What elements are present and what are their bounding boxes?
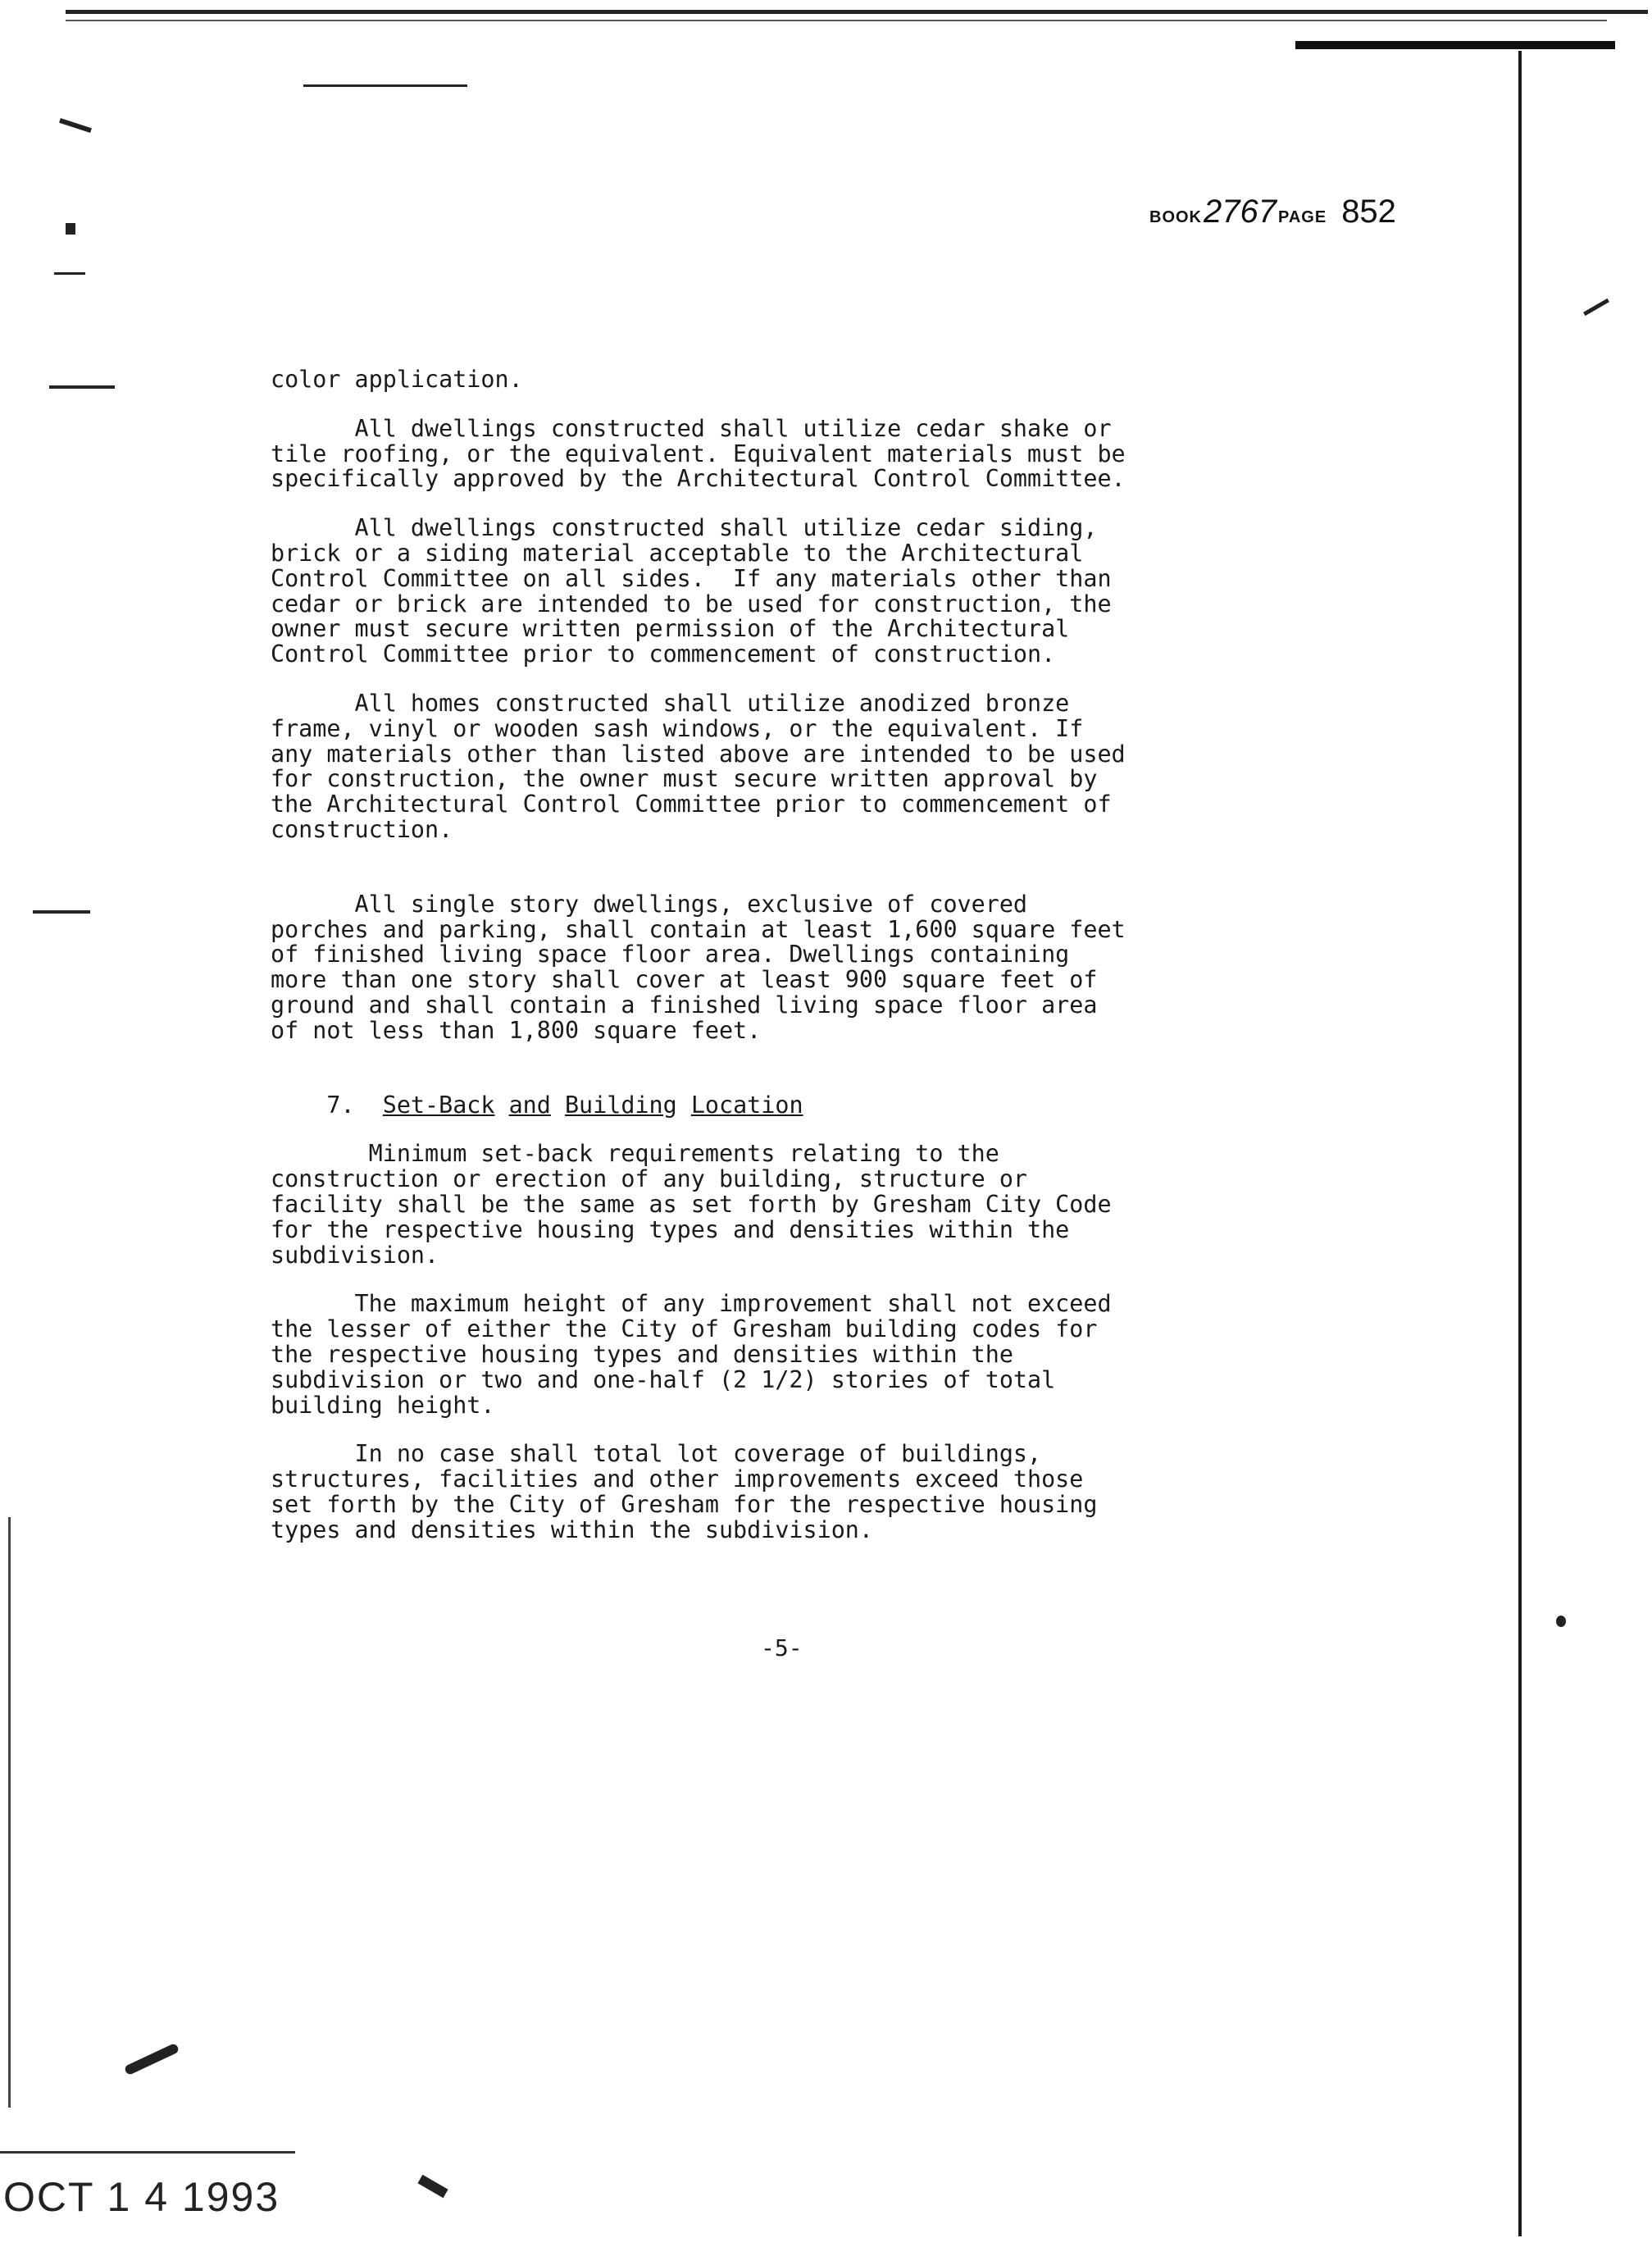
text-line: All dwellings constructed shall utilize cedar shake or <box>271 414 1112 442</box>
text-line: subdivision. <box>271 1241 439 1269</box>
section-title-location: Location <box>690 1091 803 1119</box>
page-number-ref: 852 <box>1341 194 1396 230</box>
text-line: cedar or brick are intended to be used for construction, the <box>271 590 1112 618</box>
date-stamp: OCT 1 4 1993 <box>3 2174 280 2220</box>
scan-border-right <box>1518 51 1522 2236</box>
text-line: frame, vinyl or wooden sash windows, or the equivalent. If <box>271 714 1084 742</box>
text-line: specifically approved by the Architectural Control Committee. <box>271 465 1126 493</box>
scan-mark <box>417 2175 448 2198</box>
text-line: In no case shall total lot coverage of buildings, <box>271 1440 1042 1468</box>
text-line: construction. <box>271 815 453 843</box>
text-line: subdivision or two and one-half (2 1/2) stories of total <box>271 1365 1056 1393</box>
text-line: porches and parking, shall contain at least 1,600 square feet <box>271 915 1126 943</box>
scan-mark <box>49 385 115 389</box>
paragraph-height <box>271 1292 1328 1418</box>
section-title-setback: Set-Back <box>382 1091 495 1119</box>
scan-mark <box>1583 299 1609 316</box>
section-number: 7. <box>326 1091 355 1119</box>
book-page-reference <box>1149 194 1396 230</box>
scan-border-bottom <box>0 2151 295 2154</box>
text-line: All dwellings constructed shall utilize cedar siding, <box>271 514 1098 542</box>
paragraph-windows <box>271 691 1328 843</box>
document-body <box>271 367 1328 1543</box>
text-line: facility shall be the same as set forth by Gresham City Code <box>271 1190 1112 1218</box>
text-line: All single story dwellings, exclusive of covered <box>271 890 1028 918</box>
text-line: The maximum height of any improvement shall not exceed <box>271 1290 1112 1318</box>
paragraph-setback <box>271 1142 1328 1268</box>
scan-border-top-right <box>1295 41 1615 49</box>
text-line: tile roofing, or the equivalent. Equivalent materials must be <box>271 440 1126 467</box>
text-line: for the respective housing types and densities within the <box>271 1215 1070 1243</box>
text-line: Control Committee on all sides. If any materials other than <box>271 564 1112 592</box>
paragraph-roofing <box>271 414 1328 493</box>
text-line: more than one story shall cover at least 900 square feet of <box>271 966 1098 994</box>
text-line: types and densities within the subdivision. <box>271 1515 873 1543</box>
scan-border-left <box>8 1517 11 2108</box>
section-7-heading <box>271 1093 1328 1119</box>
book-label: BOOK <box>1149 208 1202 226</box>
text-line: ground and shall contain a finished living space floor area <box>271 991 1098 1019</box>
scan-border-top <box>66 10 1648 14</box>
scan-mark <box>66 223 75 235</box>
text-line: building height. <box>271 1391 495 1419</box>
text-line: the respective housing types and densities within the <box>271 1340 1013 1368</box>
text-line: set forth by the City of Gresham for the respective housing <box>271 1490 1098 1518</box>
text-line: the lesser of either the City of Gresham building codes for <box>271 1315 1098 1343</box>
text-line: Minimum set-back requirements relating to the <box>271 1140 999 1168</box>
scan-mark <box>303 84 467 87</box>
text-line: construction or erection of any building, structure or <box>271 1165 1028 1193</box>
scan-mark <box>54 272 85 275</box>
scan-mark <box>1556 1616 1566 1627</box>
text-line: of finished living space floor area. Dwellings containing <box>271 941 1070 969</box>
text-line: brick or a siding material acceptable to the Architectural <box>271 539 1084 567</box>
text-line: Control Committee prior to commencement of construction. <box>271 640 1056 668</box>
page-label: PAGE <box>1277 208 1327 226</box>
book-number: 2767 <box>1204 194 1277 230</box>
paragraph-siding <box>271 516 1328 668</box>
text-line: of not less than 1,800 square feet. <box>271 1016 762 1044</box>
text-line: owner must secure written permission of the Architectural <box>271 615 1070 643</box>
paragraph-coverage <box>271 1442 1328 1543</box>
section-title-and: and <box>508 1091 551 1119</box>
section-title-building: Building <box>564 1091 677 1119</box>
text-line: All homes constructed shall utilize anodized bronze <box>271 689 1070 717</box>
paragraph-floor-area <box>271 892 1328 1044</box>
text-line: any materials other than listed above are intended to be used <box>271 740 1126 768</box>
text-line: the Architectural Control Committee prior to commencement of <box>271 791 1112 818</box>
page-number-footer: -5- <box>761 1634 803 1661</box>
scan-mark <box>59 118 92 133</box>
scan-border-top-thin <box>66 20 1607 21</box>
text-line: for construction, the owner must secure written approval by <box>271 765 1098 793</box>
paragraph-continuation: color application. <box>271 366 523 393</box>
text-line: structures, facilities and other improvements exceed those <box>271 1465 1084 1493</box>
scan-mark <box>124 2043 180 2076</box>
scan-mark <box>33 910 90 914</box>
